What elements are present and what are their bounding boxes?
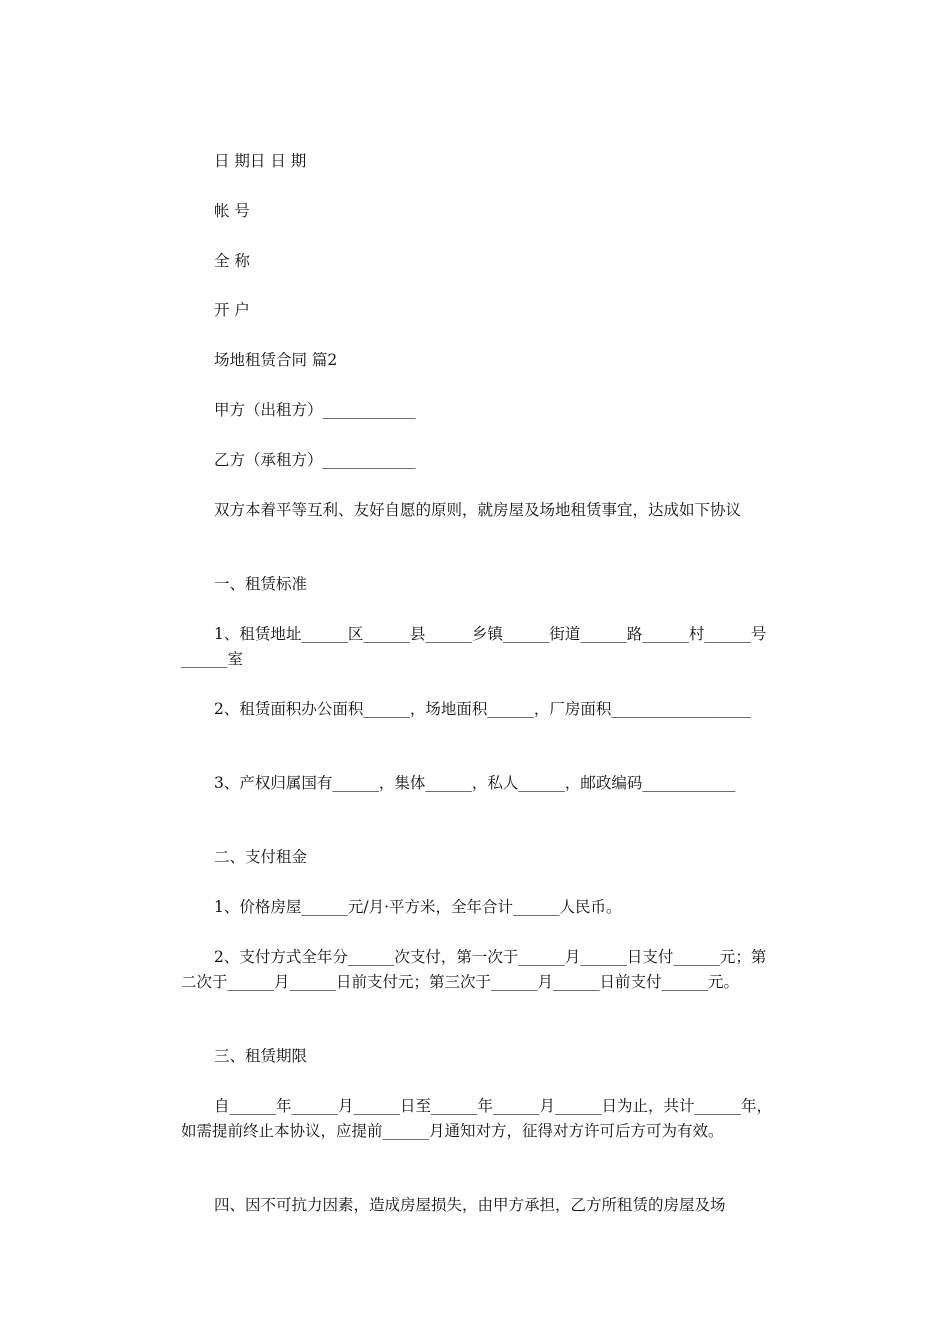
agreement-preamble: 双方本着平等互利、友好自愿的原则，就房屋及场地租赁事宜，达成如下协议 — [214, 501, 742, 519]
party-a-line: 甲方（出租方）____________ — [214, 401, 416, 419]
clause-force-majeure: 四、因不可抗力因素，造成房屋损失，由甲方承担，乙方所租赁的房屋及场 — [214, 1196, 726, 1214]
party-b-line: 乙方（承租方）____________ — [214, 451, 416, 469]
clause-lease-period: 自______年______月______日至______年______月______日为止，共计______年，如需提前终止本协议，应提前______月通知对方，征得对方许可后方可为有效。 — [181, 1097, 773, 1140]
clause-property-ownership: 3、产权归属国有______，集体______，私人______，邮政编码____________ — [214, 774, 736, 792]
clause-lease-area: 2、租赁面积办公面积______，场地面积______，厂房面积__________________ — [214, 700, 751, 718]
clause-lease-address: 1、租赁地址______区______县______乡镇______街道______路______村______号______室 — [181, 625, 767, 668]
clause-payment-method: 2、支付方式全年分______次支付，第一次于______月______日支付______元；第二次于______月______日前支付元；第三次于______月______日前支付______元。 — [181, 948, 767, 991]
bank-account-label: 开 户 — [214, 301, 250, 319]
section-heading-lease-term: 三、租赁期限 — [214, 1047, 308, 1065]
date-fields-line: 日 期日 日 期 — [214, 152, 307, 170]
contract-section-title: 场地租赁合同 篇2 — [214, 351, 338, 369]
account-number-label: 帐 号 — [214, 202, 250, 220]
section-heading-rent-payment: 二、支付租金 — [214, 848, 308, 866]
section-heading-lease-standard: 一、租赁标准 — [214, 575, 308, 593]
full-name-label: 全 称 — [214, 252, 250, 270]
clause-price: 1、价格房屋______元/月·平方米，全年合计______人民币。 — [214, 898, 622, 916]
